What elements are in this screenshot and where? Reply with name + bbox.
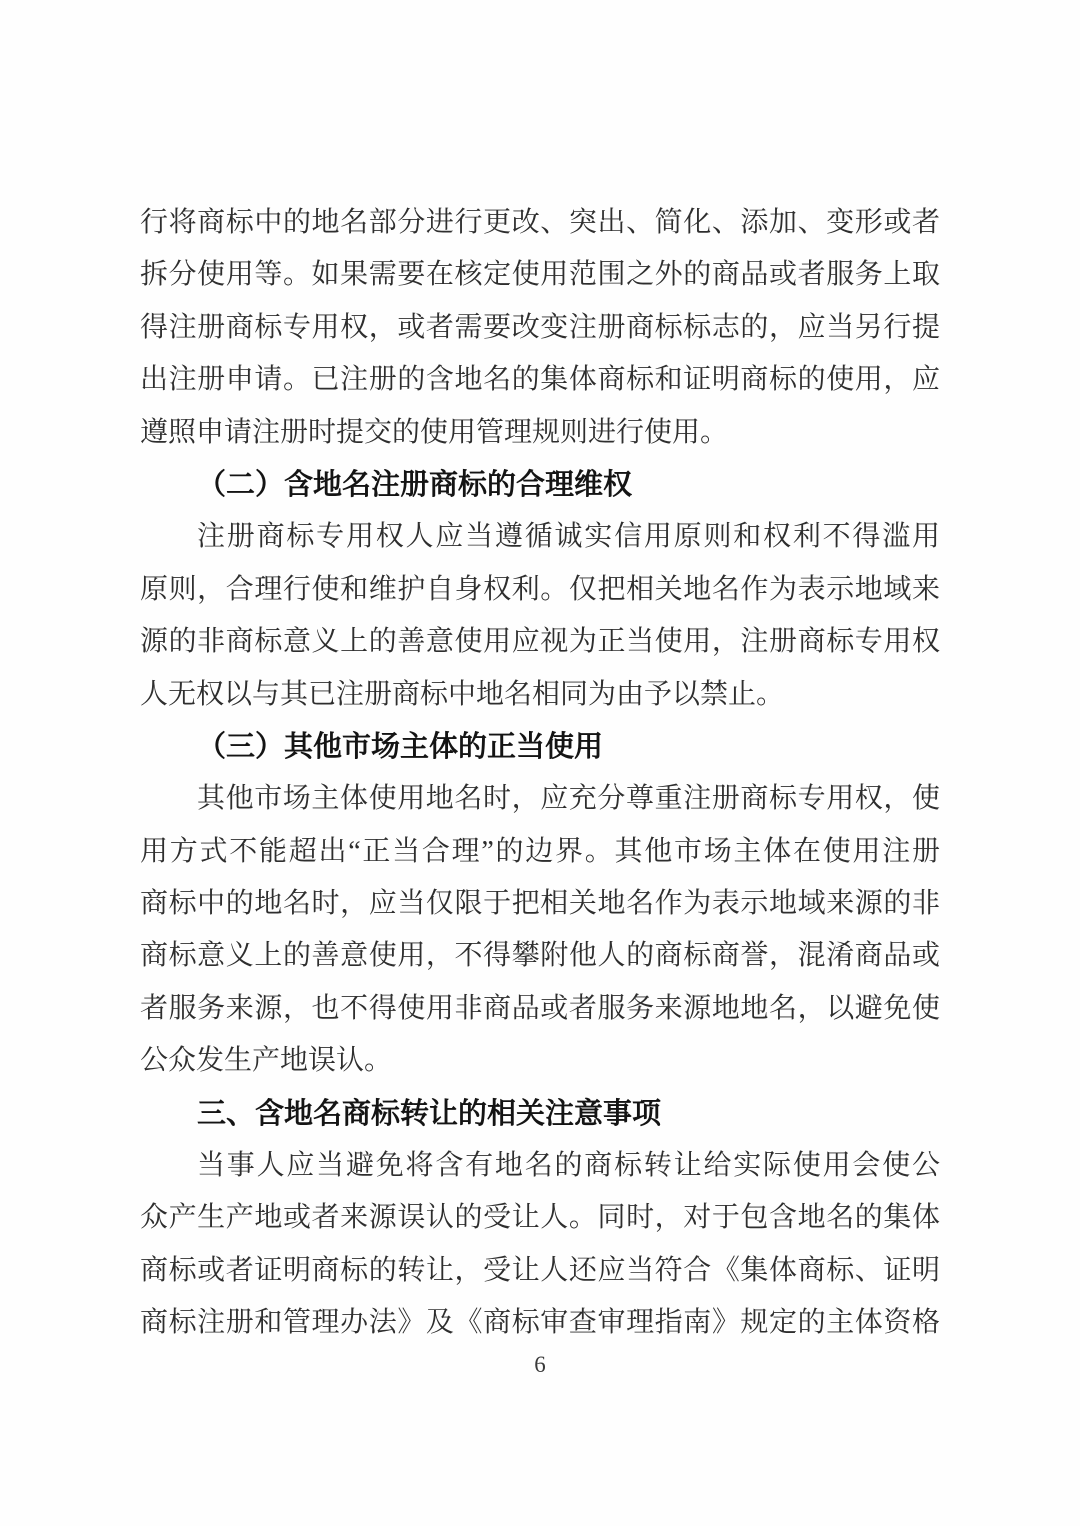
paragraph-line: 商标中的地名时，应当仅限于把相关地名作为表示地域来源的非 — [140, 888, 940, 920]
paragraph-line: 原则，合理行使和维护自身权利。仅把相关地名作为表示地域来 — [140, 573, 940, 605]
section-heading: （二）含地名注册商标的合理维权 — [197, 468, 633, 501]
paragraph-line: 商标注册和管理办法》及《商标审查审理指南》规定的主体资格 — [140, 1307, 940, 1339]
paragraph-line: 众产生产地或者来源误认的受让人。同时，对于包含地名的集体 — [140, 1202, 940, 1234]
document-text-block — [140, 197, 940, 1350]
paragraph-line: 拆分使用等。如果需要在核定使用范围之外的商品或者服务上取 — [140, 259, 940, 291]
paragraph-line: 得注册商标专用权，或者需要改变注册商标标志的，应当另行提 — [140, 311, 940, 343]
section-heading: 三、含地名商标转让的相关注意事项 — [197, 1097, 662, 1130]
paragraph-line: 遵照申请注册时提交的使用管理规则进行使用。 — [140, 416, 729, 448]
paragraph-line: 商标或者证明商标的转让，受让人还应当符合《集体商标、证明 — [140, 1254, 940, 1286]
paragraph-line: 公众发生产地误认。 — [140, 1045, 393, 1077]
paragraph-line: 人无权以与其已注册商标中地名相同为由予以禁止。 — [140, 678, 785, 710]
paragraph-line: 行将商标中的地名部分进行更改、突出、简化、添加、变形或者 — [140, 207, 940, 238]
paragraph-line: 用方式不能超出“正当合理”的边界。其他市场主体在使用注册 — [140, 835, 940, 867]
paragraph-line: 注册商标专用权人应当遵循诚实信用原则和权利不得滥用 — [197, 521, 940, 553]
paragraph-line: 当事人应当避免将含有地名的商标转让给实际使用会使公 — [197, 1150, 940, 1182]
paragraph-line: 源的非商标意义上的善意使用应视为正当使用，注册商标专用权 — [140, 626, 940, 658]
page-number: 6 — [534, 1352, 546, 1377]
paragraph-line: 其他市场主体使用地名时，应充分尊重注册商标专用权，使 — [197, 783, 940, 815]
paragraph-line: 出注册申请。已注册的含地名的集体商标和证明商标的使用，应 — [140, 364, 940, 396]
paragraph-line: 商标意义上的善意使用，不得攀附他人的商标商誉，混淆商品或 — [140, 940, 940, 972]
paragraph-line: 者服务来源，也不得使用非商品或者服务来源地地名，以避免使 — [140, 992, 940, 1024]
section-heading: （三）其他市场主体的正当使用 — [197, 730, 604, 763]
